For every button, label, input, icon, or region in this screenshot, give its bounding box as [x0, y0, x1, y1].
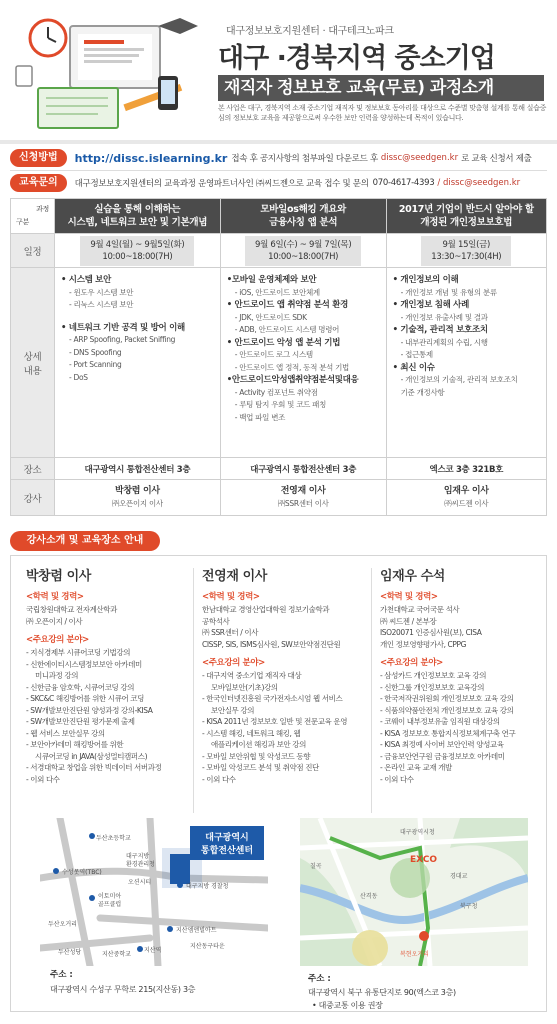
- map-label: 골프클럽: [98, 901, 122, 908]
- detail-row-label: 상세 내용: [11, 268, 55, 458]
- map-marker-icon: [167, 926, 173, 932]
- map-label: 산격동: [360, 893, 378, 900]
- map-label: 수성못역(TBC): [62, 869, 102, 876]
- header-divider: [0, 140, 557, 144]
- instructor-cell-1: 박창렴 이사 ㈜오픈이지 이사: [55, 480, 221, 516]
- apply-email[interactable]: dissc@seedgen.kr: [380, 153, 459, 163]
- section-label: 강사소개 및 교육장소 안내: [10, 531, 160, 551]
- intro-description: 본 사업은 대구, 경북지역 소재 중소기업 재직자 및 정보보호 동아리를 대상으로 수준별 맞춤형 설계를 통해 실습중심의 정보보호 교육을 제공함으로써 우수한 보안 인력을 양성하는데 목적이 있습니다.: [218, 104, 547, 122]
- map-label: 칠곡: [310, 863, 322, 870]
- desk-illustration: [8, 6, 198, 136]
- place-cell-1: 대구광역시 통합전산센터 3층: [55, 458, 221, 480]
- map-marker-icon: [53, 868, 59, 874]
- map-label: 대구지방 경찰청: [186, 883, 229, 890]
- map-label: 이토미아: [98, 893, 122, 900]
- map-label: 두산초등학교: [96, 835, 131, 842]
- instructor-cell-3: 임재우 이사 ㈜씨드젠 이사: [386, 480, 546, 516]
- course-table: [10, 198, 547, 516]
- schedule-row-label: 일정: [11, 234, 55, 268]
- place-row: [11, 458, 547, 480]
- profile-2: 전영재 이사 <학력 및 경력> 한남대학교 경영산업대학원 정보기술학과 공학석사 ㈜ SSR센터 / 이사 CISSP, SIS, ISMS심사원, SW보안약점진단원 <주요강의 분야> - 대구지역 중소기업 재직자 대상 모바일보안(기초)강의 - 한국인터넷진흥원 국가전자소시엄 웹 서비스 보안실무 강의 - KISA 2011년 정보보호 일반 및 전문교육 운영 - 시스템 해킹, 네트워크 해킹, 웹 애플리케이션 해킹과 보안 강의 - 모바일 보안위협 및 악성코드 동향 - 모바일 악성코드 분석 및 취약점 진단 - 이외 다수: [202, 565, 370, 785]
- inquiry-label: 교육문의: [10, 174, 67, 192]
- apply-text-1: 접속 후 공지사항의 첨부파일 다운로드 후: [231, 154, 378, 164]
- exco-label: EXCO: [410, 855, 438, 865]
- table-corner-cell: [11, 199, 55, 234]
- map-label: 지산중학교: [102, 951, 131, 958]
- page-title: 대구 ·경북지역 중소기업: [218, 43, 495, 74]
- address-label-right: 주소 :: [308, 974, 331, 984]
- address-label-left: 주소 :: [50, 970, 73, 980]
- table-header-row: [11, 199, 547, 234]
- detail-cell-3: • 개인정보의 이해 - 개인정보 개념 및 유형의 분류 • 개인정보 침해 사례 - 개인정보 유출사례 및 결과 • 기술적, 관리적 보호조치 - 내부관리계획의 수립, 시행 - 접근통제 • 최신 이슈 - 개인정보의 기술적, 관리적 보호조치 기준 개정사항: [386, 268, 546, 458]
- schedule-row: [11, 234, 547, 268]
- schedule-cell-2: 9월 6일(수) ~ 9월 7일(목) 10:00~18:00(7H): [220, 234, 386, 268]
- building-icon: [170, 854, 190, 884]
- callout-line-2: 통합전산센터: [200, 846, 254, 856]
- graduation-cap-icon: [158, 18, 198, 34]
- profile-name: 임재우 수석: [380, 569, 445, 584]
- schedule-cell-1: 9월 4일(월) ~ 9월5일(화) 10:00~18:00(7H): [55, 234, 221, 268]
- address-right: 대구광역시 북구 유통단지로 90(엑스코 3층): [308, 988, 456, 997]
- apply-link[interactable]: http://dissc.islearning.kr: [74, 151, 228, 165]
- place-cell-3: 엑스코 3층 321B호: [386, 458, 546, 480]
- transit-note: • 대중교통 이용 권장: [312, 1001, 383, 1010]
- cup-icon: [16, 66, 32, 86]
- detail-row: [11, 268, 547, 458]
- inquiry-phone: 070-4617-4393: [372, 178, 435, 188]
- course-header-3: 2017년 기업이 반드시 알아야 할 개정된 개인정보보호법: [386, 199, 546, 234]
- map-label: 경대교: [450, 873, 468, 880]
- instructor-row-label: 강사: [11, 480, 55, 516]
- callout-line-1: 대구광역시: [205, 833, 249, 843]
- detail-cell-2: •모바일 운영체제와 보안 - iOS, 안드로이드 보안체계 • 안드로이드 앱 취약점 분석 환경 - JDK, 안드로이드 SDK - ADB, 안드로이드 시스템 명령어 • 안드로이드 악성 앱 분석 기법 - 안드로이드 로그 시스템 - 안드로이드 앱 정적, 동적 분석 기법 •안드로이드악성앱취약점분석및대응 - Activity 컴포넌트 취약점 - 루팅 탐지 우회 및 코드 패칭 - 백업 파일 변조: [220, 268, 386, 458]
- column-divider: [193, 568, 194, 813]
- divider: [10, 170, 547, 171]
- profile-1: 박창렴 이사 <학력 및 경력> 국립창원대학교 전자계산학과 ㈜ 오픈이지 / 이사 <주요강의 분야> - 지식경제부 시큐어코딩 기법강의 - 신한에이티시스템정보보안 아카데미 미니과정 강의 - 신한금융 암호학, 시큐어코딩 강의 - SKC&C 해킹방어를 위한 시큐어 코딩 - SW개발보안진단원 양성과정 강의-KISA - SW개발보안진단원 평가문제 출제 - 웹 서비스 보안실무 강의 - 보안아카데미 해킹방어를 위한 시큐어코딩 in JAVA(삼성멀티캠퍼스) - 서경대학교 창업을 위한 빅데이터 서버과정 - 이외 다수: [26, 565, 194, 785]
- location-map-right: [300, 818, 528, 966]
- column-divider: [371, 568, 372, 813]
- header: [0, 0, 557, 140]
- map-marker-icon: [89, 833, 95, 839]
- profile-3: 임재우 수석 <학력 및 경력> 가천대학교 국어국문 석사 ㈜ 씨드젠 / 본부장 ISO20071 인증심사원(보), CISA 개인 정보영향평가사, CPPG <주요강의 분야> - 삼성카드 개인정보보호 교육 강의 - 신한그룹 개인정보보호 교육강의 - 한국저작권위원회 개인정보보호 교육 강의 - 식품의약품안전처 개인정보보호 교육 강의 - 코웨이 내부정보유출 임직원 대상강의 - KISA 정보보호 통합지식정보체계구축 연구 - KISA 최정예 사이버 보안인력 양성교육 - 금융보안연구원 금융정보보호 아카데미 - 온라인 교육 교재 개발 - 이외 다수: [380, 565, 548, 785]
- inquiry-row: [10, 173, 523, 193]
- profile-name: 전영재 이사: [202, 569, 267, 584]
- course-header-2: 모바일os해킹 개요와 금융사칭 앱 분석: [220, 199, 386, 234]
- map-label: 두산성당: [58, 949, 82, 956]
- course-header-1: 실습을 통해 이해하는 시스템, 네트워크 보안 및 기본개념: [55, 199, 221, 234]
- map-label: 북구청: [460, 903, 478, 910]
- instructor-cell-2: 전영재 이사 ㈜SSR센터 이사: [220, 480, 386, 516]
- map-label: 복현오거리: [400, 951, 429, 958]
- place-row-label: 장소: [11, 458, 55, 480]
- place-cell-2: 대구광역시 통합전산센터 3층: [220, 458, 386, 480]
- map-label: 지산동구타운: [190, 943, 225, 950]
- map-label: 두산오거리: [48, 921, 77, 928]
- instructor-row: [11, 480, 547, 516]
- map-label: 오션시티: [128, 879, 152, 886]
- notebook-icon: [38, 88, 118, 128]
- map-marker-icon: [89, 895, 95, 901]
- map-label: 지산역: [144, 947, 162, 954]
- map-label: 대구광역시청: [400, 829, 435, 836]
- page-subtitle: 재직자 정보보호 교육(무료) 과정소개: [218, 75, 544, 101]
- address-left: 대구광역시 수성구 무학로 215(지산동) 3층: [50, 985, 196, 994]
- map-label: 환경관리청: [126, 861, 155, 868]
- apply-label: 신청방법: [10, 149, 67, 167]
- apply-text-2: 로 교육 신청서 제출: [461, 154, 532, 164]
- corner-category-label: 구분: [16, 218, 29, 226]
- location-map-left: [40, 818, 268, 966]
- inquiry-email[interactable]: / dissc@seedgen.kr: [437, 178, 521, 188]
- schedule-cell-3: 9월 15일(금) 13:30~17:30(4H): [386, 234, 546, 268]
- map-marker-icon: [137, 946, 143, 952]
- inquiry-text: 대구정보보호지원센터의 교육과정 운영파트너사인 ㈜씨드젠으로 교육 접수 및 문의: [74, 179, 369, 189]
- profile-name: 박창렴 이사: [26, 569, 91, 584]
- map-label: 대구지방: [126, 853, 150, 860]
- corner-course-label: 과정: [36, 205, 49, 213]
- map-label: 지산엠앤빌아트: [176, 927, 217, 934]
- detail-cell-1: • 시스템 보안 - 윈도우 시스템 보안 - 리눅스 시스템 보안 • 네트워크 기반 공격 및 방어 이해 - ARP Spoofing, Packet Sniffing - DNS Spoofing - Port Scanning - DoS: [55, 268, 221, 458]
- apply-row: [10, 148, 532, 168]
- map-marker-icon: [177, 882, 183, 888]
- organizer-line: 대구정보보호지원센터 · 대구테크노파크: [226, 26, 394, 37]
- destination-marker-icon: [419, 931, 429, 941]
